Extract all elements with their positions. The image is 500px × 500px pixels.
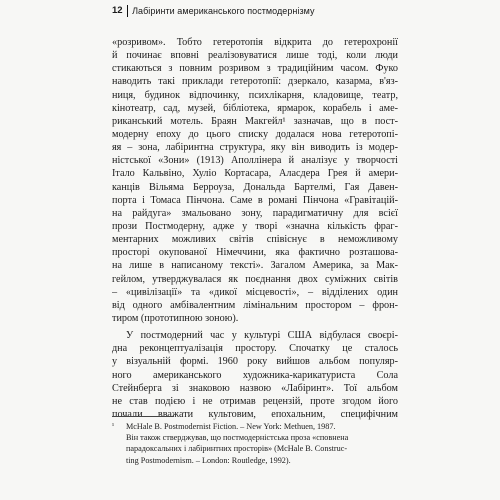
- page-number: 12: [112, 5, 123, 16]
- text-line: ментарних можливих світів співіснує в неможливому: [112, 234, 398, 246]
- text-line: наводить такі приклади гетеротопії: дзеркало, казарма, в'яз-: [112, 76, 398, 88]
- text-line: яя – зона, лабіринтна структура, яку він виводить із модер-: [112, 142, 398, 154]
- paragraph-1: [112, 36, 398, 325]
- footnote-line: McHale B. Postmodernist Fiction. – New York: Methuen, 1987.: [126, 422, 336, 431]
- text-line: на лише в написаному тексті». Загалом Америка, за Мак-: [112, 260, 398, 272]
- footnote-mark: ¹: [112, 422, 115, 430]
- footnote-1: [112, 421, 398, 466]
- text-line: – «цивілізації» та «дикої місцевості», – відділених один: [112, 286, 398, 298]
- text-line: й починає вповні реалізовуватися лише тоді, коли люди: [112, 50, 398, 62]
- text-line: стикаються з повним розривом з традиційним часом. Фуко: [112, 63, 398, 75]
- text-line: У постмодерний час у культурі США відбулася своєрі-: [126, 330, 398, 342]
- text-line: від одного амбівалентним лімінальним простором – фрон-: [112, 299, 398, 311]
- footnote-line: ting Postmodernism. – London: Routledge, 1992).: [126, 455, 291, 465]
- body-text: [112, 36, 398, 421]
- footnote-block: [112, 421, 398, 466]
- text-line: порта і Томаса Пінчона. Саме в романі Пінчона «Гравітацій-: [112, 194, 398, 206]
- text-line: модерну епоху до цього списку додалася нова гетеротопі-: [112, 128, 398, 140]
- header-divider: [127, 5, 129, 17]
- text-line: кінотеатр, сад, музей, бібліотека, ярмарок, корабель і аме-: [112, 102, 398, 114]
- text-line: ністської «Зони» (1913) Аполлінера й аналізує у творчості: [112, 155, 398, 167]
- text-line: ного американського художника-карикатуриста Сола: [112, 369, 398, 381]
- text-line: просторі окупованої Німеччини, яка фактично розташова-: [112, 247, 398, 259]
- text-line: у візуальній формі. 1960 року вийшов альбом популяр-: [112, 356, 398, 368]
- paragraph-2: [112, 329, 398, 421]
- footnote-text: [126, 421, 398, 466]
- text-line: «розривом». Тобто гетеротопія відкрита до гетерохронії: [112, 37, 398, 48]
- footnote-line: Він також стверджував, що постмодерністська проза «сповнена: [126, 433, 349, 443]
- text-line: дна реконцептуалізація простору. Спочатку це сталось: [112, 343, 398, 355]
- running-title: Лабіринти американського постмодернізму: [132, 6, 315, 16]
- text-line: почали вважати культовим, епохальним, специфічним: [112, 408, 398, 420]
- footnote-line: парадоксальних і лабіринтних просторів» (McHale B. Construc-: [126, 444, 348, 454]
- text-line: риканський мотель. Браян Макгейл¹ зазначав, що в пост-: [112, 115, 398, 127]
- running-header: [112, 4, 412, 18]
- text-line: на райдуга» змальовано зону, парадигматичну для всієї: [112, 207, 398, 219]
- text-line: Стейнберга зі знаковою назвою «Лабіринт». Тої альбом: [112, 382, 398, 394]
- text-line: ниця, будинок відпочинку, психлікарня, кладовище, театр,: [112, 89, 398, 101]
- text-line: гейлом, утверджувалася як поєднання двох суміжних світів: [112, 273, 398, 285]
- text-line: тиром (прототипною зоною).: [112, 312, 239, 324]
- text-line: Італо Кальвіно, Хуліо Кортасара, Аласдера Грея й амери-: [112, 168, 398, 180]
- text-line: не став подією і не отримав рецензій, проте згодом його: [112, 395, 398, 407]
- footnote-rule: [112, 416, 174, 417]
- text-line: канців Вільяма Берроуза, Дональда Бартелмі, Гая Давен-: [112, 181, 398, 193]
- text-line: прози Постмодерну, адже у творі «значна кількість фраг-: [112, 220, 398, 232]
